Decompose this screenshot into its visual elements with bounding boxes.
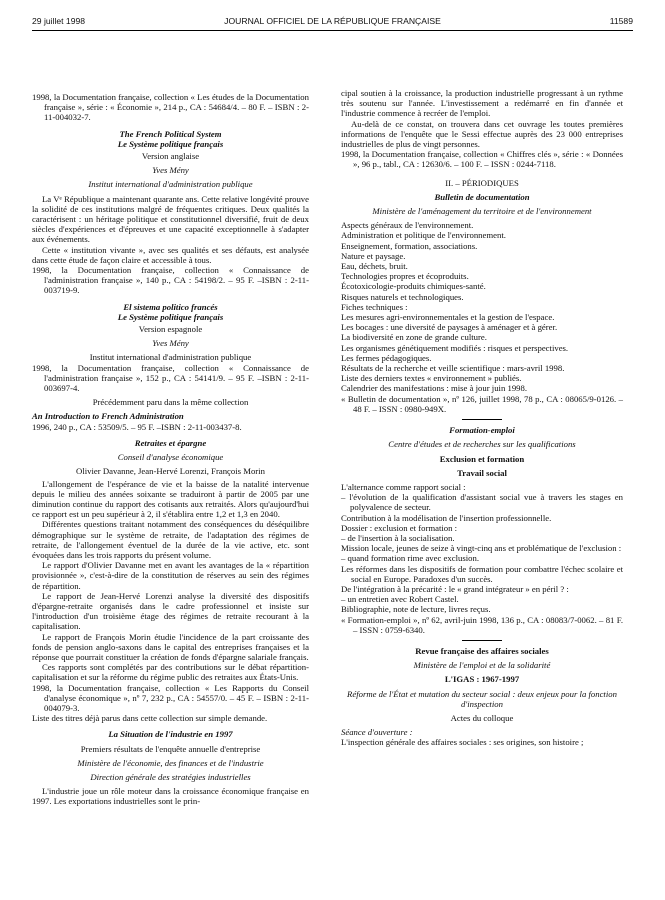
paragraph: Cette « institution vivante », avec ses qualités et ses défauts, est analysée dans cette étude de façon claire et accessible à tous. (32, 244, 309, 265)
paragraph: L'industrie joue un rôle moteur dans la croissance économique française en 1997. Les exportations industrielles sont le prin- (32, 786, 309, 807)
reference: 1998, la Documentation française, collection « Les études de la Documentation française », série : « Économie », 214 p., CA : 54684/4. – 80 F. – ISBN : 2-11-004032-7. (32, 92, 309, 123)
book-subtitle: Premiers résultats de l'enquête annuelle d'entreprise (80, 743, 261, 754)
book-subtitle: Le Système politique français (117, 311, 224, 322)
paragraph: Le rapport de Jean-Hervé Lorenzi analyse la diversité des dispositifs d'épargne-retraite organisés dans le cadre professionnel et insiste sur l'introduction d'un troisième étage des régimes de retraite recourant à la capitalisation. (32, 590, 309, 632)
list-item: Mission locale, jeunes de seize à vingt-cinq ans et problématique de l'exclusion : (341, 543, 622, 554)
list-item: Risques naturels et technologiques. (341, 291, 464, 302)
section-heading: II. – PÉRIODIQUES (445, 177, 519, 188)
list-item: Les fermes pédagogiques. (341, 352, 432, 363)
reference: 1998, la Documentation française, collection « Chiffres clés », série : « Données », 96 p., tabl., CA : 12630/6. – 100 F. – ISSN : 0244-7118. (341, 149, 623, 170)
reference: 1996, 240 p., CA : 53509/5. – 95 F. –ISBN : 2-11-003437-8. (32, 421, 242, 432)
list-item: Enseignement, formation, associations. (341, 240, 478, 251)
book-subtitle: Le Système politique français (117, 138, 224, 149)
paragraph: Le rapport de François Morin étudie l'incidence de la part croissante des fonds de pension anglo-saxons dans le capital des entreprises françaises et la réponse que pourrait constituer la création de fonds d'épargne salariale français. (32, 631, 309, 662)
institution: Centre d'études et de recherches sur les qualifications (388, 439, 576, 450)
reference: 1998, la Documentation française, collection « Connaissance de l'administration française », 152 p., CA : 54141/9. – 95 F. –ISBN : 2-11-003697-4. (32, 362, 309, 394)
periodical-title: Formation-emploi (449, 425, 515, 436)
institution: Conseil d'analyse économique (117, 452, 224, 463)
collection-note: Liste des titres déjà parus dans cette collection sur simple demande. (32, 713, 268, 724)
paragraph: La Vᵉ République a maintenant quarante ans. Cette relative longévité prouve la solidité de ces institutions malgré de fréquentes critiques. Deux qualités la caractérisent : un héritage politique et constitutionnel diversifié, fruit de deux siècles d'expériences et d'épreuves et une capacité exceptionnelle à s'adapter aux événements. (32, 193, 309, 245)
author: Yves Mény (152, 165, 189, 176)
divider (462, 640, 502, 641)
institution: Institut international d'administration publique (88, 179, 253, 190)
version: Version espagnole (138, 324, 203, 335)
divider (462, 419, 502, 420)
paragraph: Au-delà de ce constat, on trouvera dans cet ouvrage les toutes premières informations de l'enquête que le Sessi effectue auprès des 23 000 entreprises industrielles de plus de vingt personnes. (341, 118, 623, 150)
topic-list (341, 220, 623, 393)
periodical-title: Revue française des affaires sociales (415, 645, 549, 656)
issue-subtitle: Réforme de l'État et mutation du secteur social : deux enjeux pour la fonction d'inspection (347, 688, 617, 709)
list-item: Contribution à la modélisation de l'insertion professionnelle. (341, 512, 552, 523)
left-column (32, 92, 309, 807)
ministry: Ministère de l'économie, des finances et de l'industrie (77, 757, 264, 768)
list-item: Liste des derniers textes « environnement » publiés. (341, 373, 522, 384)
list-item: De l'intégration à la précarité : le « grand intégrateur » en péril ? : (341, 583, 569, 594)
author: Yves Mény (152, 338, 189, 349)
book-title: The French Political System (119, 128, 222, 139)
list-item: Calendrier des manifestations : mise à jour juin 1998. (341, 383, 528, 394)
proceedings-label: Actes du colloque (450, 712, 514, 723)
previously-published: Précédemment paru dans la même collection (92, 397, 249, 408)
list-item: Administration et politique de l'environnement. (341, 230, 506, 241)
paragraph: cipal soutien à la croissance, la production industrielle progressant à un rythme très soutenu sur l'année. L'investissement a redémarré en fin d'année et l'industrie commence à recréer de l'emploi. (341, 88, 623, 119)
list-item: Résultats de la recherche et veille scientifique : mars-avril 1998. (341, 363, 565, 374)
list-item: Dossier : exclusion et formation : (341, 522, 458, 533)
list-item: – de l'insertion à la socialisation. (341, 532, 455, 543)
paragraph: Différentes questions traitant notamment des conséquences du déséquilibre démographique sur le système de retraite, de l'adaptation des régimes de retraite, de l'allongement éventuel de la durée de la vie active, etc. sont évoquées dans les trois rapports du présent volume. (32, 519, 309, 560)
book-title: La Situation de l'industrie en 1997 (108, 729, 233, 740)
list-item: Eau, déchets, bruit. (341, 261, 408, 272)
ministry: Ministère de l'emploi et de la solidarité (413, 660, 551, 671)
issue-theme: L'IGAS : 1967-1997 (444, 674, 520, 685)
paragraph: Ces rapports sont complétés par des contributions sur le débat répartition-capitalisation et sur la réforme du régime public des retraites aux États-Unis. (32, 662, 309, 683)
list-item: Aspects généraux de l'environnement. (341, 220, 474, 231)
list-item: Technologies propres et écoproduits. (341, 271, 469, 282)
header-title: JOURNAL OFFICIEL DE LA RÉPUBLIQUE FRANÇAISE (224, 16, 441, 26)
list-item: – l'évolution de la qualification d'assistant social vue à travers les stages en polyvalence de secteur. (341, 492, 623, 513)
list-item: Nature et paysage. (341, 250, 406, 261)
reference: « Formation-emploi », nº 62, avril-juin 1998, 136 p., CA : 08083/7-0062. – 81 F. – ISSN : 0759-6340. (341, 614, 623, 635)
issue-theme: Exclusion et formation (439, 453, 525, 464)
book-title: Retraites et épargne (134, 437, 207, 448)
book-title: An Introduction to French Administration (32, 411, 184, 422)
issue-subtheme: Travail social (457, 467, 507, 478)
header-page-number: 11589 (609, 16, 633, 26)
version: Version anglaise (141, 151, 200, 162)
list-item: La biodiversité en zone de grande culture. (341, 332, 487, 343)
list-item: L'inspection générale des affaires sociales : ses origines, son histoire ; (341, 737, 584, 748)
list-item: – un entretien avec Robert Castel. (341, 594, 459, 605)
reference: 1998, la Documentation française, collection « Les Rapports du Conseil d'analyse économique », nº 7, 232 p., CA : 54557/0. – 45 F. – ISBN : 2-11-004079-3. (32, 682, 309, 713)
page-header (32, 16, 633, 31)
list-item: Bibliographie, note de lecture, livres reçus. (341, 604, 491, 615)
list-item: Les réformes dans les dispositifs de formation pour combattre l'échec scolaire et social en Europe. Paradoxes d'un succès. (341, 563, 623, 584)
paragraph: L'allongement de l'espérance de vie et la baisse de la natalité intervenue depuis le milieu des années soixante se traduiront à partir de 2005 par une diminution continue du rapport des cotisants aux retraités. Alors qu'aujourd'hui ce rapport est un peu supérieur à 2, il s'établira entre 1,2 et 1,3 en 2040. (32, 478, 309, 520)
book-title: El sistema politico francés (123, 301, 218, 312)
periodical-title: Bulletin de documentation (434, 191, 530, 202)
list-item: L'alternance comme rapport social : (341, 481, 466, 492)
list-item: Les organismes génétiquement modifiés : risques et perspectives. (341, 342, 569, 353)
list-item: Écotoxicologie-produits chimiques-santé. (341, 281, 486, 292)
institution: Institut international d'administration publique (89, 352, 252, 363)
directorate: Direction générale des stratégies industrielles (90, 771, 251, 782)
session-label: Séance d'ouverture : (341, 727, 413, 738)
right-column (341, 88, 623, 748)
reference: « Bulletin de documentation », nº 126, juillet 1998, 78 p., CA : 08065/9-0126. – 48 F. – ISSN : 0980-949X. (341, 393, 623, 414)
authors: Olivier Davanne, Jean-Hervé Lorenzi, François Morin (76, 466, 265, 477)
list-item: Fiches techniques : (341, 301, 408, 312)
ministry: Ministère de l'aménagement du territoire et de l'environnement (372, 206, 592, 217)
header-date: 29 juillet 1998 (32, 16, 86, 26)
list-item: Les mesures agri-environnementales et la gestion de l'espace. (341, 312, 555, 323)
list-item: Les bocages : une diversité de paysages à aménager et à gérer. (341, 322, 558, 333)
list-item: – quand formation rime avec exclusion. (341, 553, 479, 564)
reference: 1998, la Documentation française, collection « Connaissance de l'administration française », 140 p., CA : 54198/2. – 95 F. –ISBN : 2-11-003719-9. (32, 265, 309, 296)
paragraph: Le rapport d'Olivier Davanne met en avant les avantages de la « répartition provisionnée », c'est-à-dire de la constitution de réserves au sein des régimes de répartition. (32, 560, 309, 591)
